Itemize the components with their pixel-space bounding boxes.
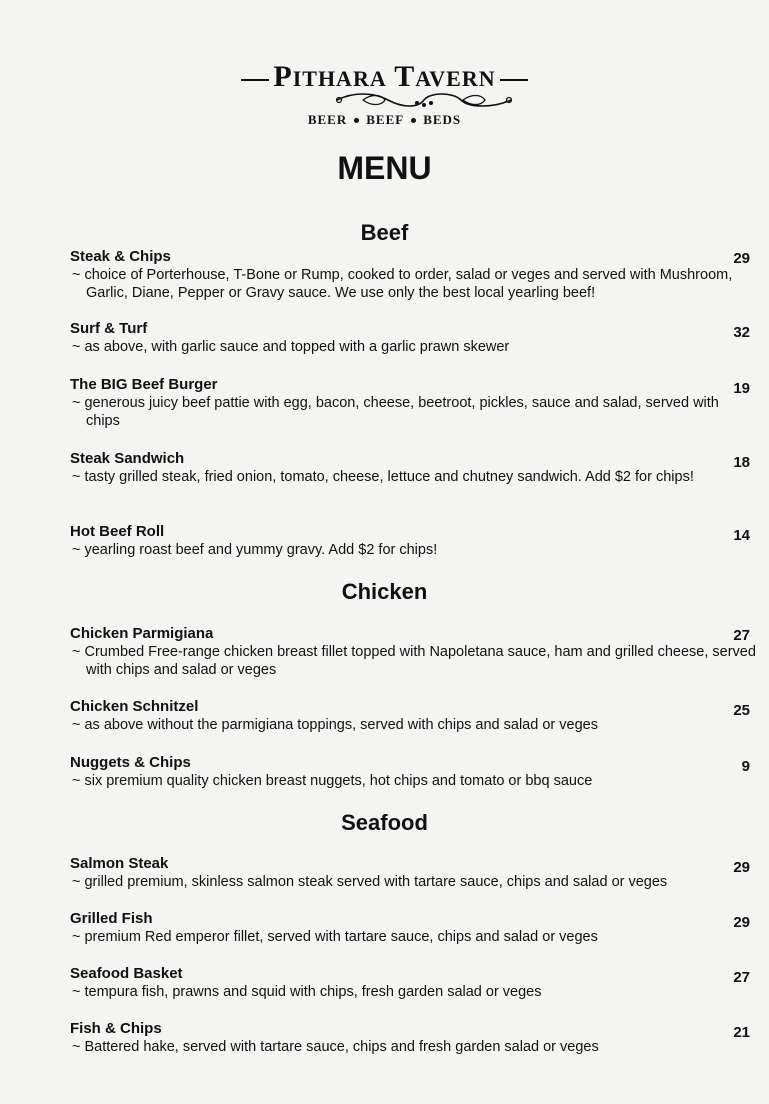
tagline: BEER BEEF BEDS (307, 112, 462, 127)
flourish-ornament-icon (333, 90, 515, 110)
menu-item (70, 855, 750, 891)
section-title-beef: Beef (360, 220, 409, 245)
item-description: ~ tasty grilled steak, fried onion, tomato, cheese, lettuce and chutney sandwich. Add $2 for chips! (72, 469, 694, 485)
item-price: 25 (733, 702, 750, 719)
section-title-seafood: Seafood (341, 810, 428, 835)
item-price: 9 (741, 758, 750, 775)
item-name: Chicken Schnitzel (70, 698, 199, 715)
menu-item (70, 698, 750, 734)
item-name: Seafood Basket (70, 965, 183, 982)
item-name: Salmon Steak (70, 855, 169, 872)
item-price: 29 (733, 859, 750, 876)
item-description: ~ as above, with garlic sauce and topped with a garlic prawn skewer (72, 339, 510, 355)
menu-item (70, 523, 750, 559)
item-name: Grilled Fish (70, 910, 153, 927)
item-description: ~ as above without the parmigiana toppings, served with chips and salad or veges (72, 717, 598, 733)
item-name: Steak Sandwich (70, 450, 185, 467)
menu-item (70, 450, 750, 486)
menu-item (70, 965, 750, 1001)
item-description: ~ Battered hake, served with tartare sauce, chips and fresh garden salad or veges (72, 1039, 599, 1055)
item-price: 14 (733, 527, 750, 544)
brand-left-rule (241, 79, 269, 81)
menu-item (70, 625, 756, 679)
section-title-chicken: Chicken (341, 579, 428, 604)
menu-item (70, 320, 750, 356)
item-price: 27 (733, 969, 750, 986)
item-name: Fish & Chips (70, 1020, 162, 1037)
item-name: Hot Beef Roll (70, 523, 165, 540)
item-description: ~ six premium quality chicken breast nuggets, hot chips and tomato or bbq sauce (72, 773, 593, 789)
item-description: ~ grilled premium, skinless salmon steak served with tartare sauce, chips and salad or veges (72, 874, 668, 890)
menu-item (70, 910, 750, 946)
item-price: 19 (733, 380, 750, 397)
item-description: ~ choice of Porterhouse, T-Bone or Rump, cooked to order, salad or veges and served with Mushroom, Garlic, Diane, Pepper or Gravy sauce. We use only the best local yearling beef! (72, 267, 733, 301)
item-price: 29 (733, 250, 750, 267)
item-description: ~ Crumbed Free-range chicken breast fillet topped with Napoletana sauce, ham and grilled cheese, served with chips and salad or veges (72, 644, 756, 678)
brand-right-rule (500, 79, 528, 81)
item-price: 32 (733, 324, 750, 341)
menu-item (70, 376, 750, 430)
brand-name: PITHARA TAVERN (0, 60, 769, 94)
page-title: MENU (337, 150, 432, 186)
bullet-icon (354, 118, 359, 123)
item-description: ~ generous juicy beef pattie with egg, bacon, cheese, beetroot, pickles, sauce and salad, served with chips (72, 395, 719, 429)
menu-item (70, 754, 750, 790)
item-price: 27 (733, 627, 750, 644)
item-price: 29 (733, 914, 750, 931)
item-description: ~ tempura fish, prawns and squid with chips, fresh garden salad or veges (72, 984, 542, 1000)
bullet-icon (411, 118, 416, 123)
item-description: ~ yearling roast beef and yummy gravy. Add $2 for chips! (72, 542, 438, 558)
menu-item (70, 248, 750, 302)
menu-item (70, 1020, 750, 1056)
item-name: Chicken Parmigiana (70, 625, 214, 642)
item-price: 18 (733, 454, 750, 471)
item-name: The BIG Beef Burger (70, 376, 218, 393)
item-name: Steak & Chips (70, 248, 171, 265)
item-price: 21 (733, 1024, 750, 1041)
item-name: Nuggets & Chips (70, 754, 191, 771)
item-name: Surf & Turf (70, 320, 148, 337)
item-description: ~ premium Red emperor fillet, served with tartare sauce, chips and salad or veges (72, 929, 598, 945)
